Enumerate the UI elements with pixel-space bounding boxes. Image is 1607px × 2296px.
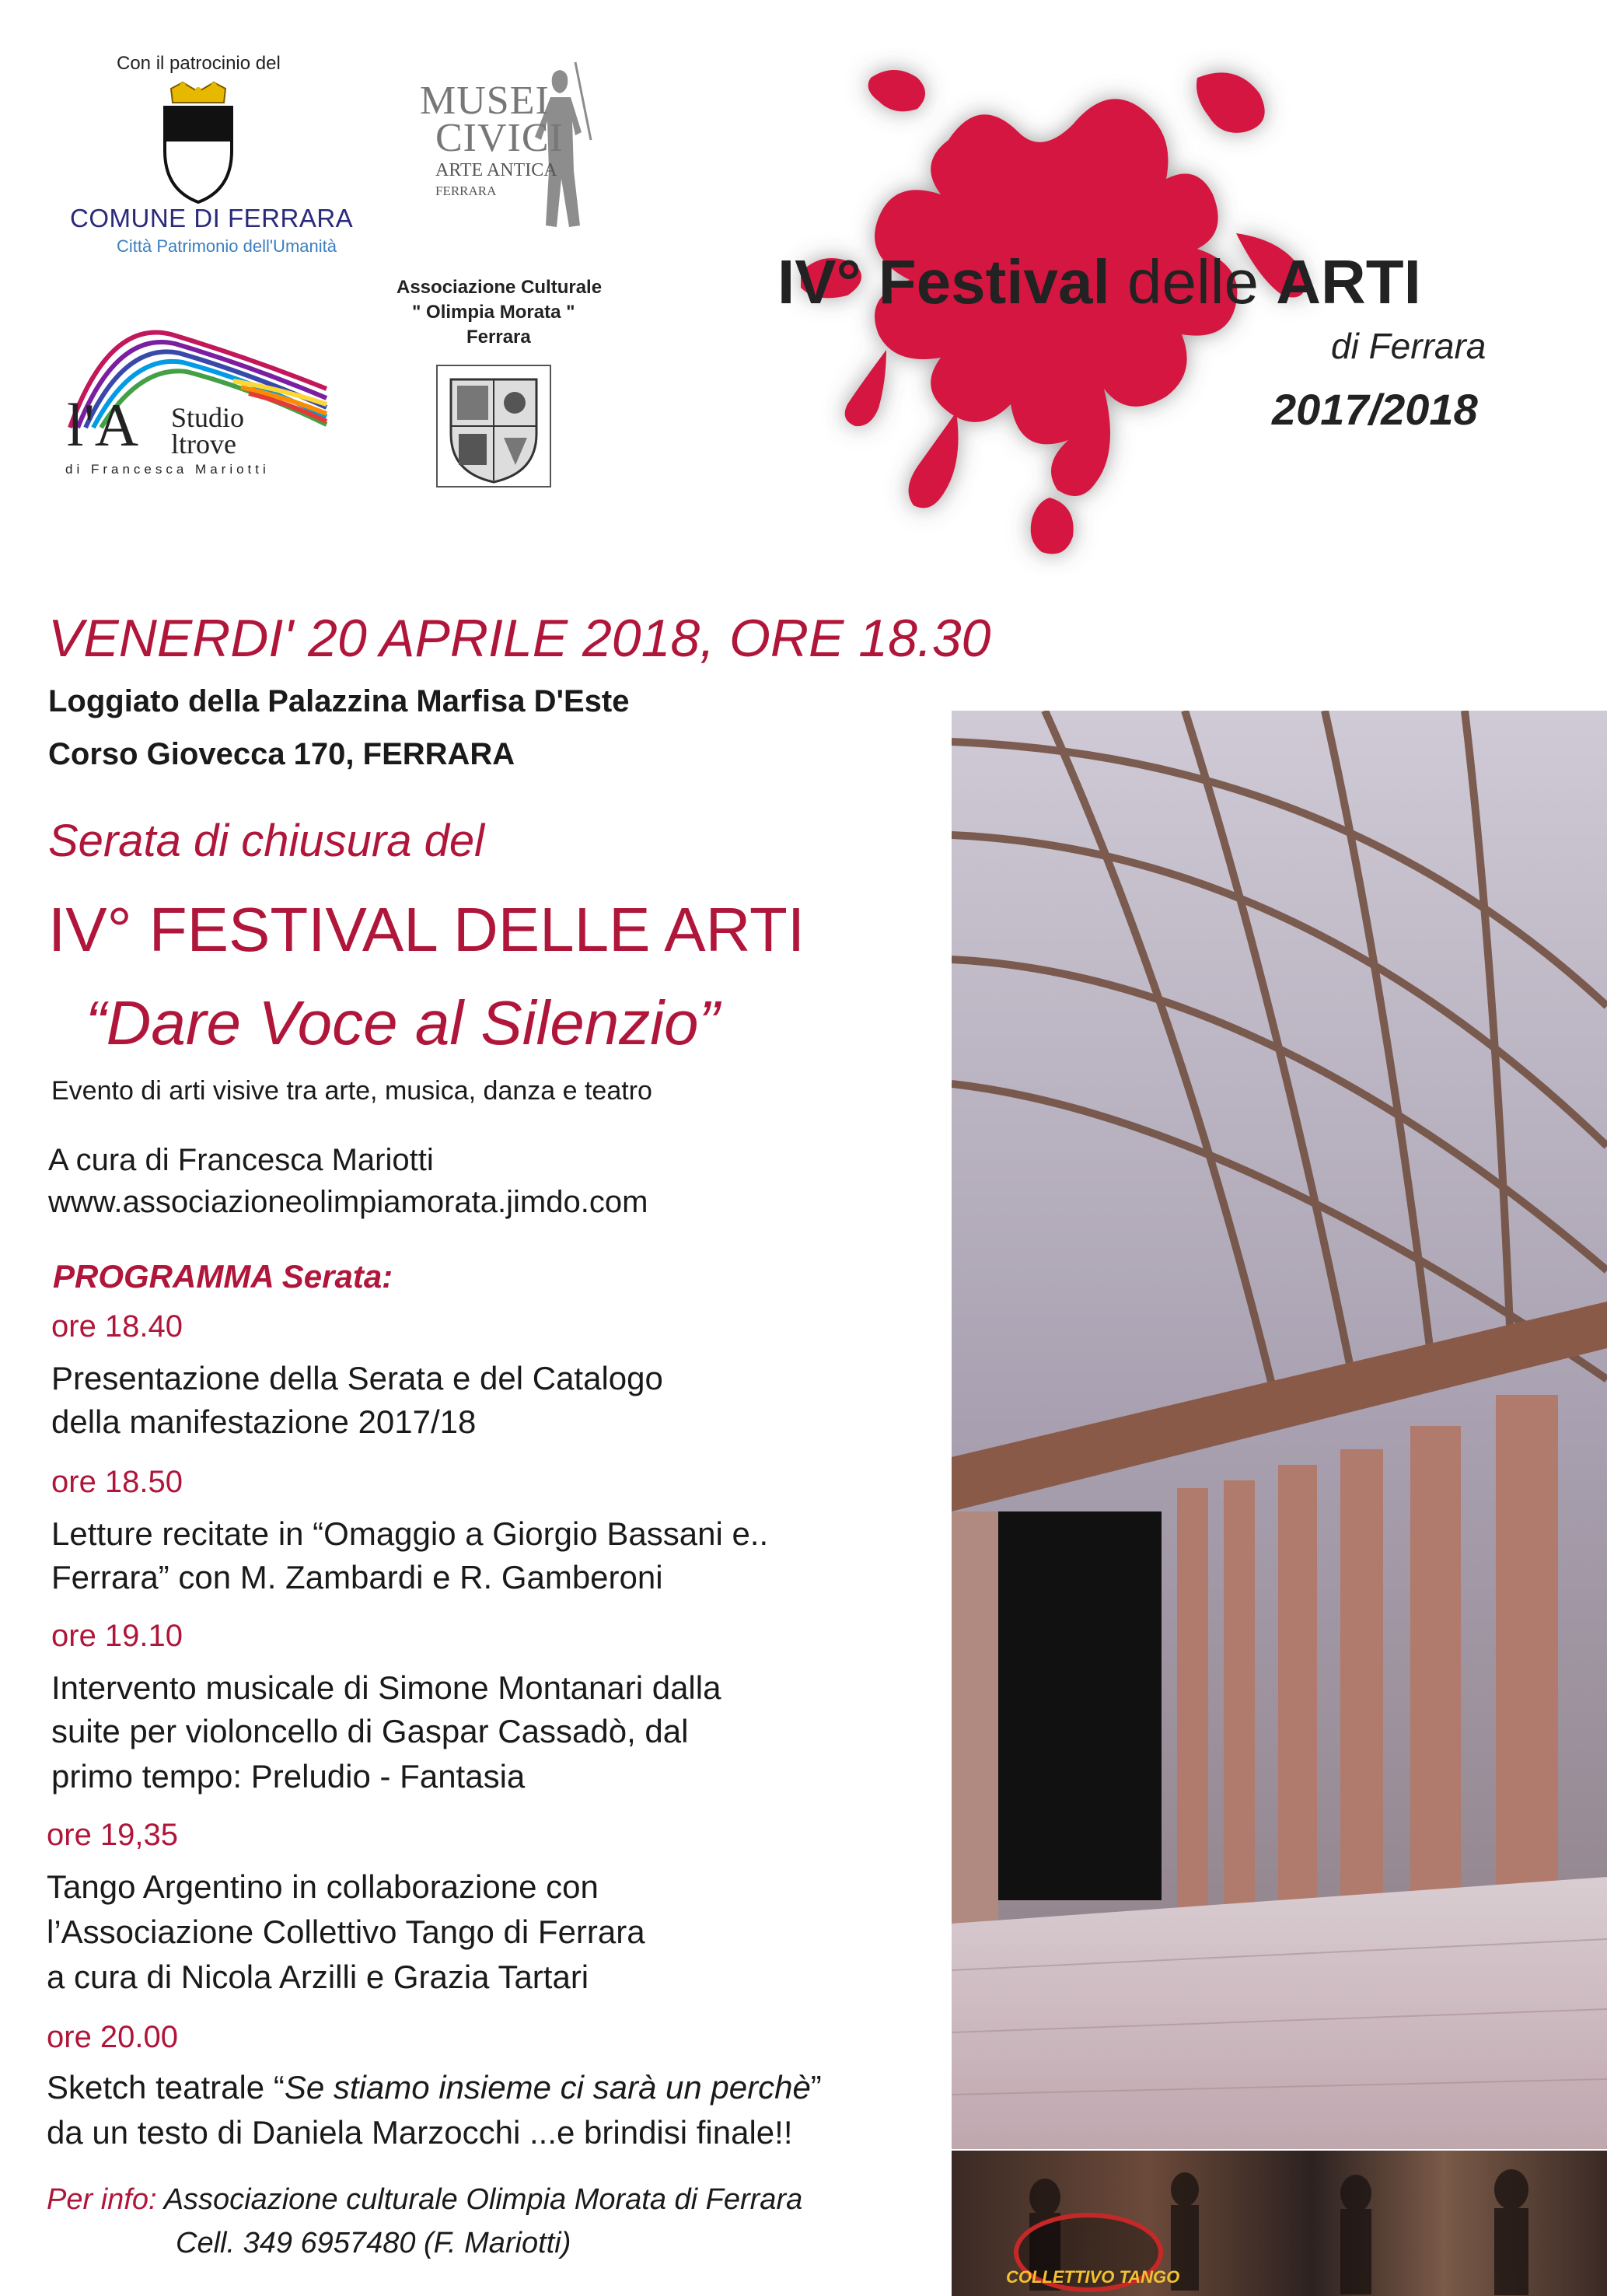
- programma-time-4: ore 19,35: [47, 1818, 179, 1852]
- info-line: [47, 2183, 802, 2217]
- programma-time-1: ore 18.40: [51, 1309, 183, 1344]
- sketch-pre: Sketch teatrale “: [47, 2069, 285, 2106]
- comune-logo: [62, 53, 358, 263]
- event-intro: Serata di chiusura del: [48, 816, 484, 866]
- programma-time-5: ore 20.00: [47, 2020, 179, 2054]
- festival-logo-title-mid: delle: [1127, 247, 1259, 316]
- musei-line1: MUSEI: [420, 79, 550, 123]
- tango-photo-strip: [952, 2151, 1607, 2296]
- programma-time-2: ore 18.50: [51, 1465, 183, 1499]
- programma-line-4c: a cura di Nicola Arzilli e Grazia Tartari: [47, 1959, 589, 1995]
- event-date: VENERDI' 20 APRILE 2018, ORE 18.30: [48, 609, 991, 668]
- associazione-line1: Associazione Culturale: [397, 277, 603, 298]
- event-curator: A cura di Francesca Mariotti: [48, 1143, 434, 1177]
- comune-subtitle: Città Patrimonio dell'Umanità: [117, 236, 337, 256]
- programma-heading: PROGRAMMA Serata:: [53, 1258, 393, 1295]
- programma-line-5b: da un testo di Daniela Marzocchi ...e brindisi finale!!: [47, 2114, 793, 2151]
- festival-logo-title: [777, 247, 1421, 317]
- studio-l-letter: l'A: [67, 391, 139, 459]
- festival-logo-city: di Ferrara: [1331, 326, 1486, 366]
- programma-line-3b: suite per violoncello di Gaspar Cassadò, dal: [51, 1713, 689, 1749]
- associazione-logo: [381, 272, 614, 498]
- festival-logo-title-end: ARTI: [1276, 247, 1421, 316]
- studio-ltrove: ltrove: [171, 428, 236, 460]
- event-theme: “Dare Voce al Silenzio”: [86, 988, 720, 1057]
- programma-line-3c: primo tempo: Preludio - Fantasia: [51, 1758, 526, 1795]
- sketch-title: Se stiamo insieme ci sarà un perchè: [284, 2069, 811, 2106]
- info-label: Per info:: [47, 2183, 157, 2216]
- festival-logo-years: 2017/2018: [1272, 385, 1478, 434]
- programma-line-1a: Presentazione della Serata e del Catalogo: [51, 1360, 663, 1396]
- collettivo-tango-text: COLLETTIVO TANGO: [1006, 2267, 1180, 2287]
- programma-line-3a: Intervento musicale di Simone Montanari dalla: [51, 1669, 721, 1706]
- musei-civici-logo: [412, 54, 622, 241]
- event-address: Corso Giovecca 170, FERRARA: [48, 737, 515, 771]
- event-festival: IV° FESTIVAL DELLE ARTI: [48, 895, 805, 964]
- patrocinio-text: Con il patrocinio del: [117, 53, 281, 74]
- associazione-line3: Ferrara: [466, 327, 531, 348]
- event-description: Evento di arti visive tra arte, musica, danza e teatro: [51, 1076, 652, 1106]
- programma-line-1b: della manifestazione 2017/18: [51, 1403, 477, 1440]
- musei-line4: FERRARA: [435, 183, 497, 198]
- coat-of-arms-icon: [155, 81, 241, 205]
- comune-name: COMUNE DI FERRARA: [70, 204, 354, 232]
- studio-author: di Francesca Mariotti: [65, 462, 270, 477]
- programma-line-2a: Letture recitate in “Omaggio a Giorgio Bassani e..: [51, 1515, 769, 1552]
- programma-line-2b: Ferrara” con M. Zambardi e R. Gamberoni: [51, 1559, 663, 1595]
- loggia-photo: [952, 711, 1607, 2149]
- info-text: Associazione culturale Olimpia Morata di Ferrara: [163, 2183, 803, 2216]
- programma-line-4a: Tango Argentino in collaborazione con: [47, 1868, 599, 1905]
- programma-line-5a: [47, 2065, 822, 2110]
- sketch-post: ”: [810, 2069, 822, 2106]
- programma-time-3: ore 19.10: [51, 1619, 183, 1653]
- associazione-line2: " Olimpia Morata ": [412, 302, 575, 323]
- musei-line3: ARTE ANTICA: [435, 160, 557, 180]
- studio-altrove-logo: [62, 303, 342, 482]
- event-website: www.associazioneolimpiamorata.jimdo.com: [48, 1185, 648, 1219]
- info-phone: Cell. 349 6957480 (F. Mariotti): [176, 2227, 571, 2259]
- festival-logo-title-pre: IV° Festival: [777, 247, 1110, 316]
- programma-line-4b: l’Associazione Collettivo Tango di Ferrara: [47, 1913, 645, 1950]
- musei-line2: CIVICI: [435, 116, 564, 160]
- heraldic-shield-icon: [435, 364, 552, 488]
- studio-word: Studio: [171, 402, 245, 433]
- event-venue: Loggiato della Palazzina Marfisa D'Este: [48, 684, 630, 718]
